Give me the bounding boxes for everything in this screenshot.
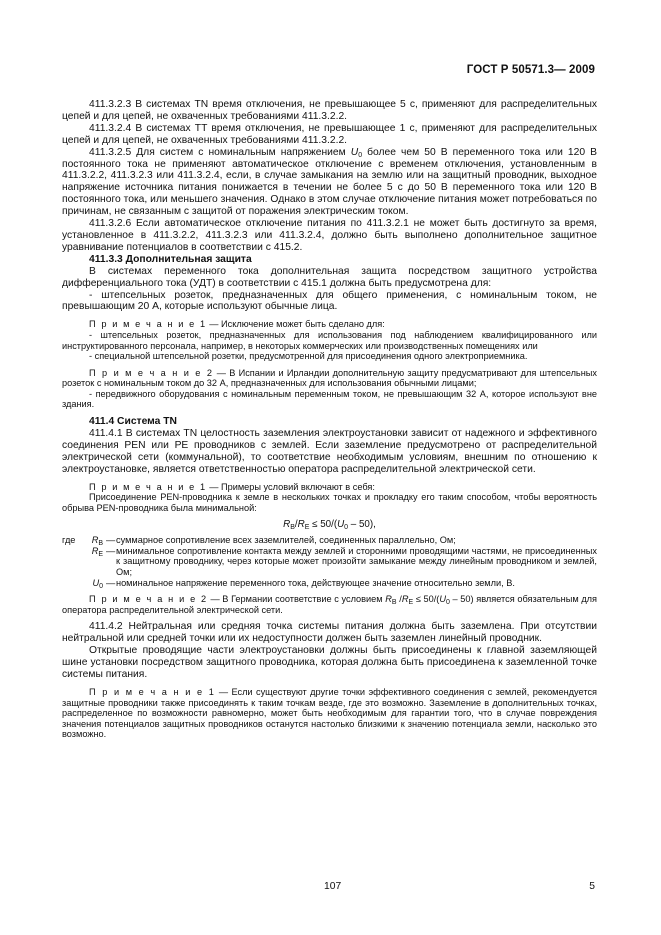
- clause-411-4-1: 411.4.1 В системах TN целостность заземления электроустановки зависит от надежного и эффективного соединения PEN или PE проводников с землей. Если заземление предусмотрено от распределительной электрической сети (коммунальной), то соответствие необходимым условиям, внешним по отношению к электроустановке, является ответственностью оператора распределительной электрической сети.: [62, 427, 597, 475]
- clause-411-3-2-6: 411.3.2.6 Если автоматическое отключение питания по 411.3.2.1 не может быть достигнуто за время, установленное в 411.3.2.2, 411.3.2.3 или 411.3.2.4, должно быть выполнено дополнительное защитное уравнивание потенциалов в соответствии с 415.2.: [62, 218, 597, 253]
- definition-re: $R_E$ — минимальное сопротивление контакта между землей и сторонними проводящими частями, не присоединенных к защитному проводнику, через которые может произойти замыкание между линейным проводником и землей, Ом;: [91, 545, 597, 578]
- note-1-examples-text: Присоединение PEN-проводника к земле в нескольких точках и прокладку его таким способом, чтобы вероятность обрыва PEN-проводника была минимальной:: [62, 492, 597, 513]
- clause-411-3-2-4: 411.3.2.4 В системах TT время отключения, не превышающее 1 с, применяют для распределительных цепей и для цепей, не охваченных требованиями 411.3.2.2.: [62, 122, 597, 146]
- page-number: 107: [324, 881, 342, 892]
- definition-rb: где $R_B$ — суммарное сопротивление всех заземлителей, соединенных параллельно, Ом;: [62, 535, 456, 548]
- clause-411-3-3-intro: В системах переменного тока дополнительная защита посредством защитного устройства дифференциального тока (УДТ) в соответствии с 415.1 должна быть предусмотрена для:: [62, 265, 597, 289]
- note-2-germany: П р и м е ч а н и е 2 — В Германии соответствие с условием $R_B$ $/R_E \le 50/(U_0 - 50)$ является обязательным для оператора распределительной электрической сети.: [62, 594, 598, 615]
- definition-u0: $U_0$ — номинальное напряжение переменного тока, действующее значение относительно земли, В.: [92, 577, 515, 590]
- formula-definitions: [62, 535, 597, 588]
- note-2-item-1: - передвижного оборудования с номинальным переменным током, не превышающим 32 А, которое используют вне здания.: [62, 388, 597, 410]
- note-1-item-2: - специальной штепсельной розетки, предусмотренной для присоединения одного электроприемника.: [89, 351, 528, 362]
- document-body: [62, 99, 597, 740]
- clause-411-3-2-5: 411.3.2.5 Для систем с номинальным напряжением $U_0$ более чем 50 В переменного тока или 120 В постоянного тока не применяют автоматическое отключение с временем отключения, установленным в 411.3.2.2, 411.3.2.3 или 411.3.2.4, если, в случае замыкания на землю или на защитный проводник, выходное напряжение источника питания понижается в течении не более 5 с до 50 В переменного тока или 120 В постоянного тока, или меньшего значения. Однако в этом случае отключение питания может потребоваться по причинам, не связанным с защитой от поражения электрическим током.: [62, 146, 597, 218]
- document-header-id: ГОСТ Р 50571.3— 2009: [466, 64, 595, 76]
- note-1-exceptions: П р и м е ч а н и е 1 — Исключение может быть сделано для:: [89, 319, 385, 330]
- clause-411-4-2-conductive-parts: Открытые проводящие части электроустановки должны быть присоединены к главной заземляющей шине установки посредством защитного проводника, которая должна быть присоединена к заземленной точке системы питания.: [62, 645, 597, 681]
- sheet-number: 5: [589, 881, 595, 892]
- note-1-examples: П р и м е ч а н и е 1 — Примеры условий включают в себя:: [89, 481, 375, 492]
- section-heading-411-3-3: 411.3.3 Дополнительная защита: [89, 253, 252, 265]
- note-1-item-1: - штепсельных розеток, предназначенных для использования под наблюдением квалифицированного или инструктированного персонала, например, в некоторых коммерческих или производственных помещениях или: [62, 329, 597, 351]
- clause-411-4-2: 411.4.2 Нейтральная или средняя точка системы питания должна быть заземлена. При отсутствии нейтральной или средней точки или их недоступности должен быть заземлен линейный проводник.: [62, 621, 597, 645]
- clause-411-3-2-3: 411.3.2.3 В системах TN время отключения, не превышающее 5 с, применяют для распределительных цепей и для цепей, не охваченных требованиями 411.3.2.2.: [62, 99, 597, 122]
- note-1-additional-earthing: П р и м е ч а н и е 1 — Если существуют другие точки эффективного соединения с землей, рекомендуется защитные проводники также присоединять к таким точкам везде, где это возможно. Заземление в дополнительных точках, распределенное по возможности равномерно, может быть необходимым для гарантии того, что в случае повреждения значения потенциалов защитных проводников останутся настолько близкими к значению потенциала земли, насколько это возможно.: [62, 686, 598, 740]
- clause-411-3-3-item: - штепсельных розеток, предназначенных для общего применения, с номинальным током, не превышающим 20 А, которые используют обычные лица.: [62, 289, 597, 313]
- note-2-spain-ireland: П р и м е ч а н и е 2 — В Испании и Ирландии дополнительную защиту предусматривают для штепсельных розеток с номинальным током до 32 А, предназначенных для использования обычными лицами;: [62, 367, 597, 389]
- formula-rb-re: $R_B/R_E \le 50/(U_0 - 50)$,: [283, 519, 376, 532]
- section-heading-411-4: 411.4 Система TN: [89, 416, 177, 428]
